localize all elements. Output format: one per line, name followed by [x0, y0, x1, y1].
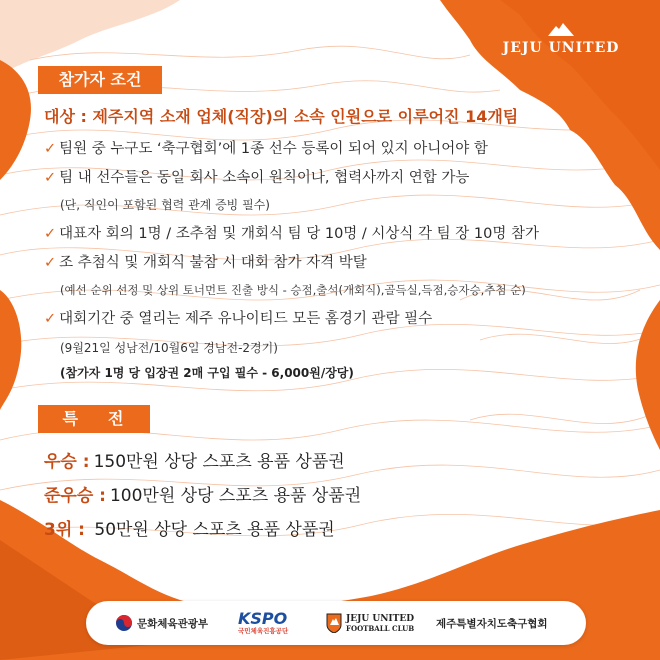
prize-desc: 50만원 상당 스포츠 용품 상품권: [88, 520, 335, 540]
requirement-item: ✓ 대회기간 중 열리는 제주 유나이티드 모든 홈경기 관람 필수: [44, 311, 433, 327]
checkmark-icon: ✓: [44, 311, 57, 327]
target-statement: 대상 : 제주지역 소재 업체(직장)의 소속 인원으로 이루어진 14개팀: [44, 107, 519, 126]
requirements-title: 참가자 조건: [38, 66, 162, 94]
taegeuk-emblem-icon: [116, 615, 132, 631]
checkmark-icon: ✓: [44, 226, 57, 242]
prize-item: [44, 515, 335, 540]
requirement-note: (예선 순위 선정 및 상위 토너먼트 진출 방식 - 승점,출석(개회식),골득실,득점,승자승,추첨 순): [60, 283, 526, 297]
sponsor-association: [436, 601, 548, 645]
prize-rank: 3위 :: [44, 520, 85, 540]
requirement-item: ✓ 대표자 회의 1명 / 조추첨 및 개회식 팀 당 10명 / 시상식 각 팀 장 10명 참가: [44, 226, 539, 242]
ministry-name: 문화체육관광부: [137, 617, 209, 630]
prize-rank: 준우승 :: [44, 486, 106, 506]
brand-logo: [486, 22, 636, 56]
mountain-peak-icon: [548, 22, 574, 36]
brand-name: JEJU UNITED: [502, 40, 620, 56]
association-name: 제주특별자치도축구협회: [436, 617, 548, 630]
sponsor-bar: [86, 601, 586, 645]
requirement-item: ✓ 조 추첨식 및 개회식 불참 시 대회 참가 자격 박탈: [44, 255, 367, 271]
sponsor-kspo: [238, 601, 288, 645]
prize-rank: 우승 :: [44, 452, 90, 472]
sponsor-jeju-united: [326, 601, 414, 645]
requirement-note: (단, 직인이 포함된 협력 관계 증빙 필수): [60, 198, 270, 212]
checkmark-icon: ✓: [44, 170, 57, 186]
requirement-item: ✓ 팀 내 선수들은 동일 회사 소속이 원칙이나, 협력사까지 연합 가능: [44, 170, 470, 186]
prize-desc: 100만원 상당 스포츠 용품 상품권: [109, 486, 362, 506]
checkmark-icon: ✓: [44, 141, 57, 157]
requirement-note: (참가자 1명 당 입장권 2매 구입 필수 - 6,000원/장당): [60, 366, 354, 380]
club-subtitle: FOOTBALL CLUB: [346, 623, 415, 633]
prize-item: [44, 447, 345, 472]
prize-desc: 150만원 상당 스포츠 용품 상품권: [93, 452, 345, 472]
prize-item: [44, 481, 361, 506]
requirement-item: ✓ 팀원 중 누구도 ‘축구협회’에 1종 선수 등록이 되어 있지 아니어야 함: [44, 141, 488, 157]
checkmark-icon: ✓: [44, 255, 57, 271]
kspo-subtitle: 국민체육진흥공단: [238, 626, 289, 635]
prizes-title: 특 전: [38, 405, 150, 433]
requirement-note: (9월21일 성남전/10월6일 경남전-2경기): [60, 341, 278, 355]
club-crest-icon: [326, 613, 342, 633]
club-name: JEJU UNITED: [346, 613, 415, 624]
sponsor-ministry: [116, 601, 208, 645]
kspo-logo: KSPO: [238, 608, 288, 628]
